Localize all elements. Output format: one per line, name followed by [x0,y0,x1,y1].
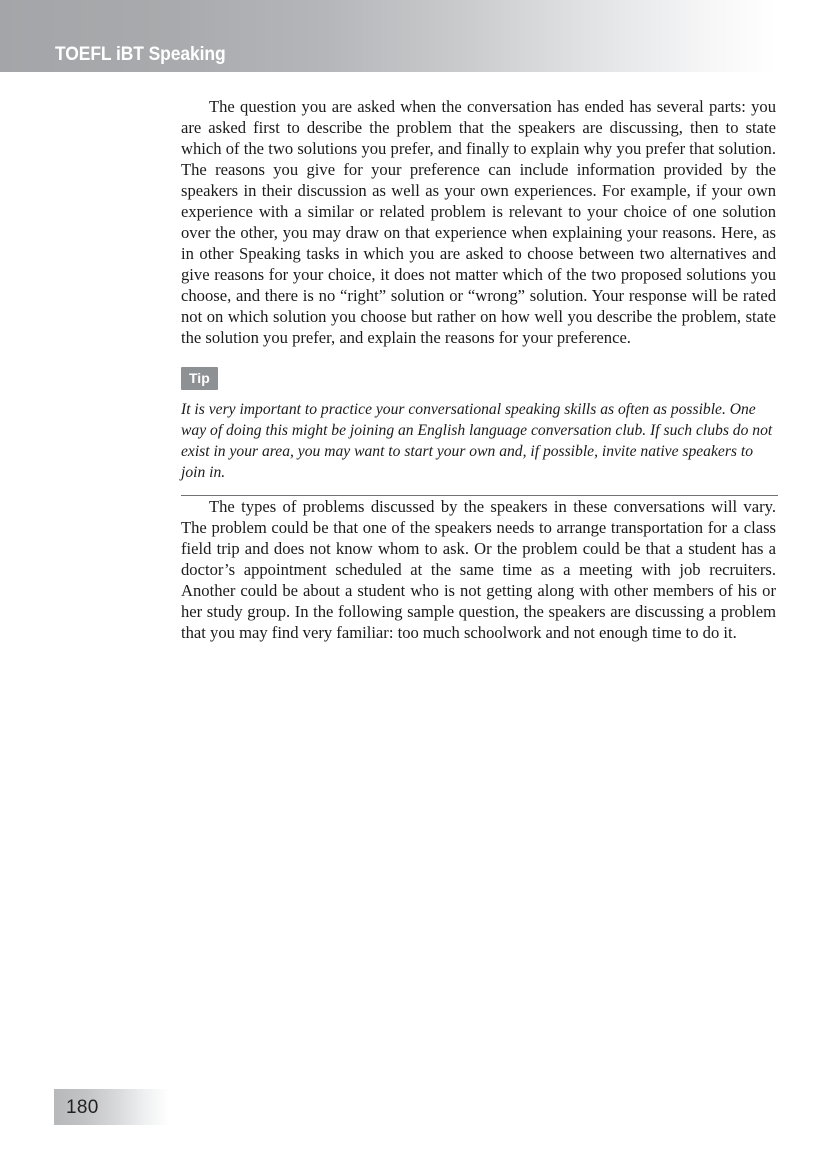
footer-page-number: 180 [66,1097,99,1118]
paragraph-intro: The question you are asked when the conversation has ended has several parts: you are asked first to describe the problem that the speakers are discussing, then to state which of the two solutions you prefer, and finally to explain why you prefer that solution. The reasons you give for your preference can include information provided by the speakers in their discussion as well as your own experiences. For example, if your own experience with a similar or related problem is relevant to your choice of one solution over the other, you may draw on that experience when explaining your reasons. Here, as in other Speaking tasks in which you are asked to choose between two alternatives and give reasons for your choice, it does not matter which of the two proposed solutions you choose, and there is no “right” solution or “wrong” solution. Your response will be rated not on which solution you choose but rather on how well you describe the problem, state the solution you prefer, and explain the reasons for your preference. [181,97,776,347]
running-header-title: TOEFL iBT Speaking [55,44,226,65]
page-content-column [181,96,776,643]
tip-callout [181,367,776,496]
paragraph-problem-types: The types of problems discussed by the speakers in these conversations will vary. The problem could be that one of the speakers needs to arrange transportation for a class field trip and does not know whom to ask. Or the problem could be that a student has a doctor’s appointment scheduled at the same time as a meeting with job recruiters. Another could be about a student who is not getting along with other members of his or her study group. In the following sample question, the speakers are discussing a problem that you may find very familiar: too much schoolwork and not enough time to do it. [181,497,776,642]
tip-body-text: It is very important to practice your conversational speaking skills as often as possible. One way of doing this might be joining an English language conversation club. If such clubs do not exist in your area, you may want to start your own and, if possible, invite native speakers to join in. [181,401,773,481]
tip-badge: Tip [181,367,218,390]
